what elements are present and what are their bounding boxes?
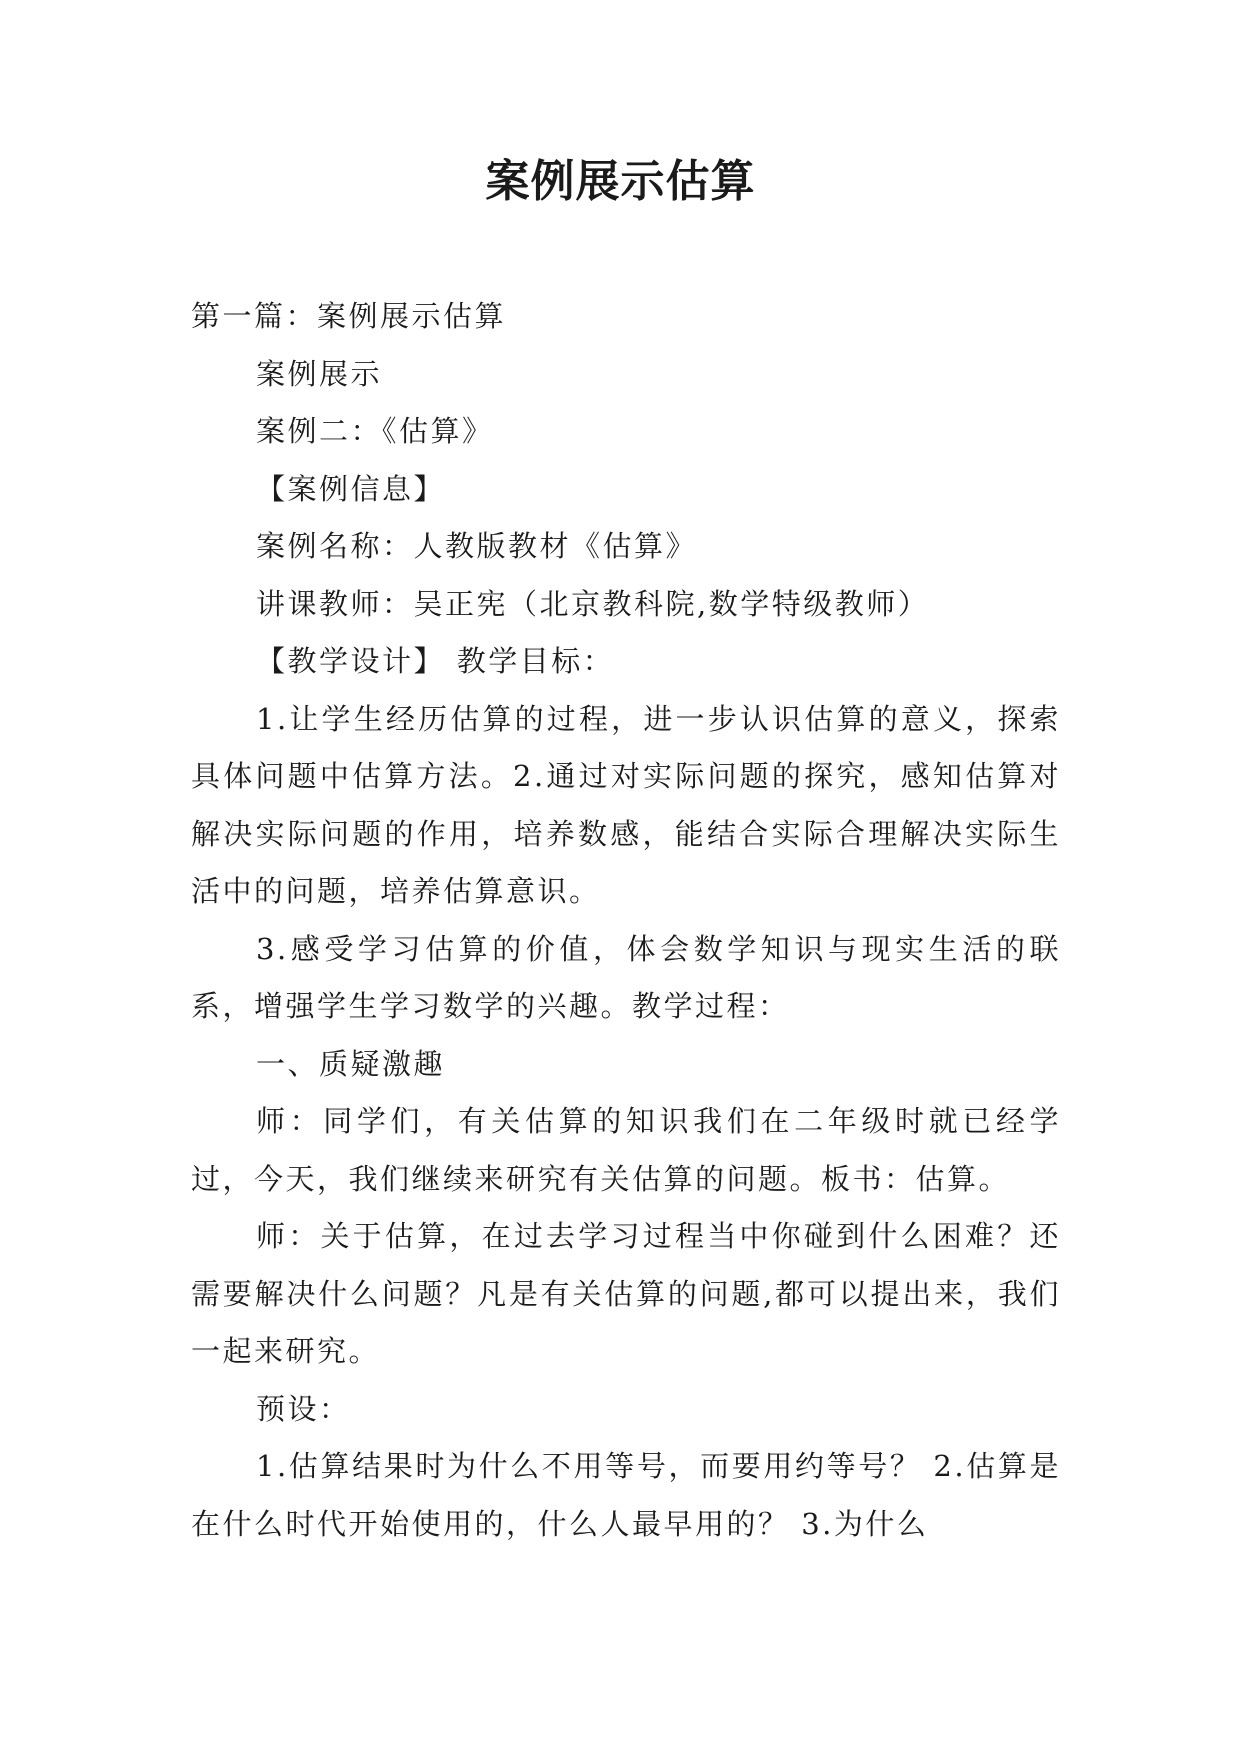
paragraph-case-display: 案例展示 — [256, 356, 383, 391]
paragraph-part-heading: 第一篇：案例展示估算 — [191, 299, 507, 333]
paragraph-teacher-intro: 师：同学们，有关估算的知识我们在二年级时就已经学过，今天，我们继续来研究有关估算的问题。板书：估算。 — [191, 1104, 1061, 1196]
paragraph-teacher: 讲课教师：吴正宪（北京教科院,数学特级教师） — [256, 586, 930, 621]
document-body — [191, 288, 1061, 1553]
paragraph-goals-1-2: 1.让学生经历估算的过程，进一步认识估算的意义，探索具体问题中估算方法。2.通过对实际问题的探究，感知估算对解决实际问题的作用，培养数感，能结合实际合理解决实际生活中的问题，培养估算意识。 — [191, 701, 1061, 908]
paragraph-case-info-heading: 【案例信息】 — [256, 471, 446, 506]
paragraph-preset: 预设： — [256, 1391, 351, 1426]
paragraph-case-two: 案例二：《估算》 — [256, 414, 494, 448]
paragraph-case-name: 案例名称：人教版教材《估算》 — [256, 529, 698, 563]
paragraph-goal-3: 3.感受学习估算的价值，体会数学知识与现实生活的联系，增强学生学习数学的兴趣。教学过程： — [191, 931, 1061, 1023]
paragraph-design-heading: 【教学设计】 教学目标： — [256, 644, 615, 678]
paragraph-preset-questions: 1.估算结果时为什么不用等号，而要用约等号？ 2.估算是在什么时代开始使用的，什么人最早用的？ 3.为什么 — [191, 1449, 1061, 1541]
paragraph-teacher-question: 师：关于估算，在过去学习过程当中你碰到什么困难？还需要解决什么问题？凡是有关估算的问题,都可以提出来，我们一起来研究。 — [191, 1219, 1061, 1368]
document-title: 案例展示估算 — [485, 156, 756, 207]
paragraph-section-one: 一、质疑激趣 — [256, 1046, 446, 1081]
